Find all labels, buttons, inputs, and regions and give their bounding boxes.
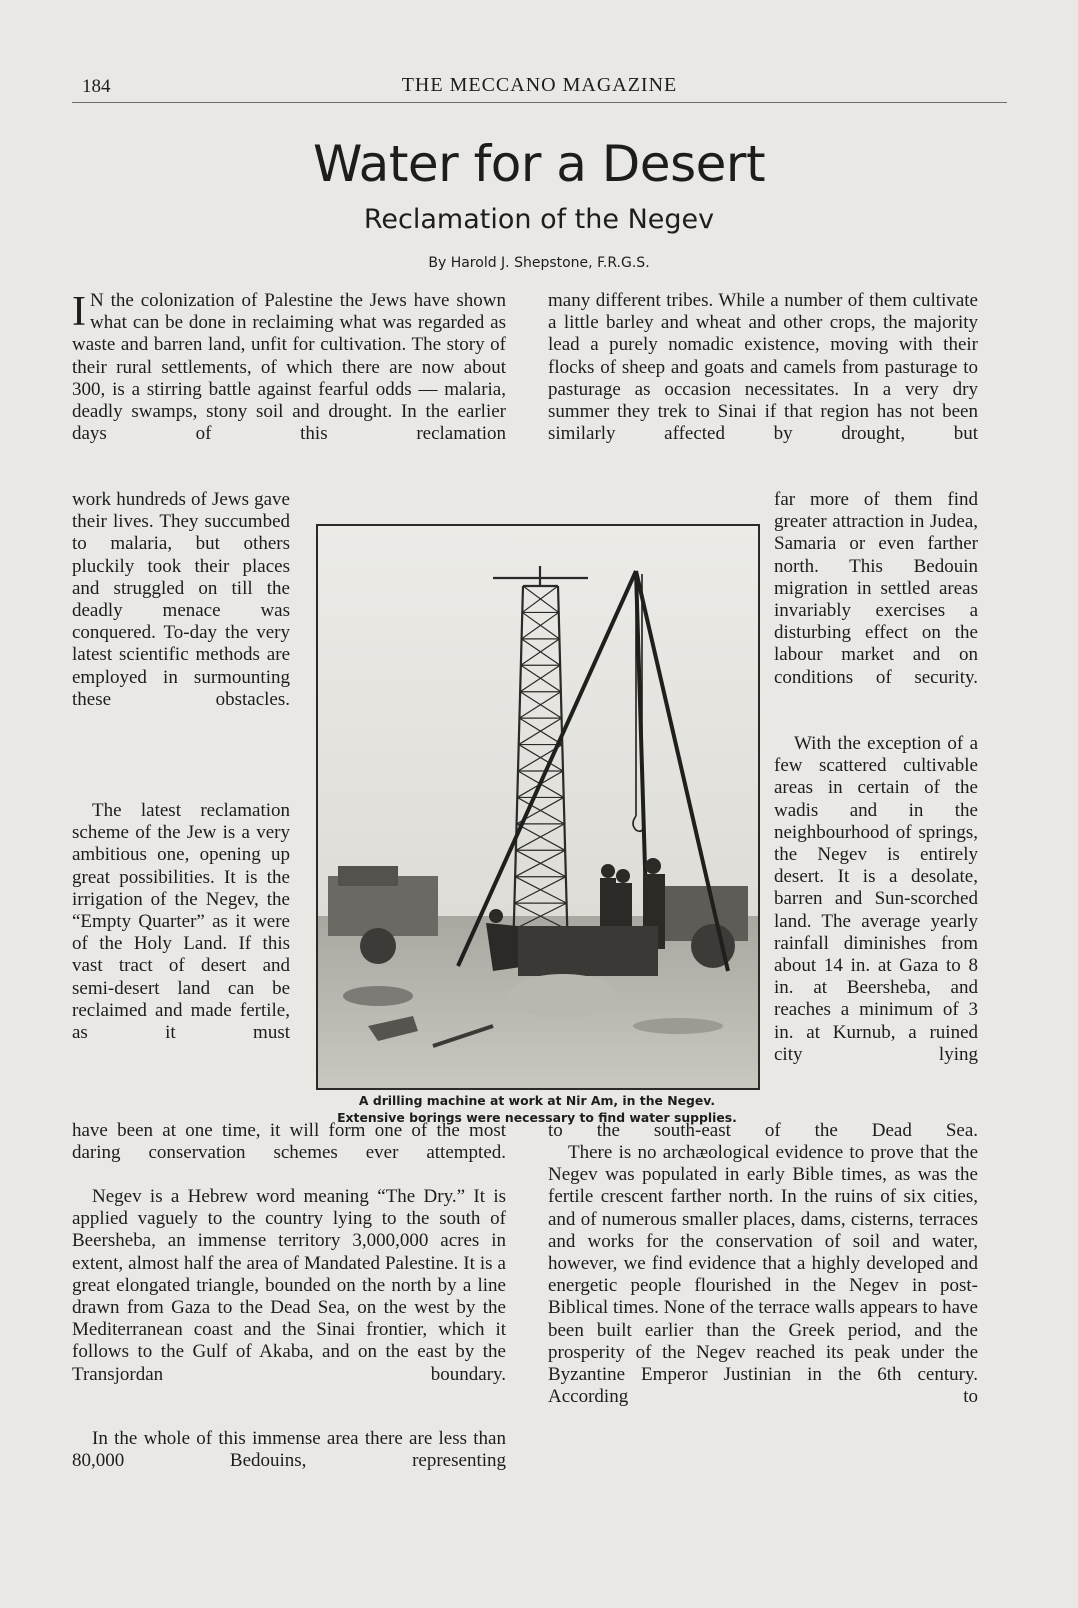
paragraph-narrow-left-1: work hundreds of Jews gave their lives. They succumbed to malaria, but others pluckily took their places and struggled on till the deadly menace was conquered. To-day the very latest scientific methods are employed in surmounting these obstacles. — [72, 489, 290, 710]
article-title: Water for a Desert — [312, 135, 766, 193]
running-head — [72, 72, 1007, 103]
article-byline: By Harold J. Shepstone, F.R.G.S. — [428, 255, 650, 271]
paragraph-intro — [72, 290, 506, 445]
paragraph-left-bottom-3: In the whole of this immense area there are less than 80,000 Bedouins, representing — [72, 1428, 506, 1472]
photo-caption-line-2: Extensive borings were necessary to find water supplies. — [337, 1110, 737, 1125]
paragraph-narrow-left-2: The latest reclamation scheme of the Jew is a very ambitious one, opening up great possibilities. It is the irrigation of the Negev, the “Empty Quarter” as it were of the Holy Land. If this vast tract of desert and semi-desert land can be reclaimed and made fertile, as it must — [72, 800, 290, 1044]
paragraph-narrow-right-2: With the exception of a few scattered cultivable areas in certain of the wadis and in the neighbourhood of springs, the Negev is entirely desert. It is a desolate, barren and Sun-scorched land. The average yearly rainfall diminishes from about 14 in. at Gaza to 8 in. at Beersheba, and reaches a minimum of 3 in. at Kurnub, a ruined city lying — [774, 733, 978, 1065]
drilling-rig-illustration — [318, 526, 758, 1088]
magazine-title: THE MECCANO MAGAZINE — [401, 74, 678, 96]
paragraph-intro-text: N the colonization of Palestine the Jews have shown what can be done in reclaiming what was regarded as waste and barren land, unfit for cultivation. The story of their rural settlements, of which there are now about 300, is a stirring battle against fearful odds — malaria, deadly swamps, stony soil and drought. In the earlier days of this reclamation — [72, 290, 506, 445]
drop-cap: I — [72, 289, 86, 335]
paragraph-left-bottom-2: Negev is a Hebrew word meaning “The Dry.” It is applied vaguely to the country lying to the south of Beersheba, an immense territory 3,000,000 acres in extent, almost half the area of Mandated Palestine. It is a great elongated triangle, bounded on the north by a line drawn from Gaza to the Dead Sea, on the west by the Mediterranean coast and the Sinai frontier, which it follows to the Gulf of Akaba, and on the east by the Transjordan boundary. — [72, 1186, 506, 1385]
paragraph-right-bottom-1: to the south-east of the Dead Sea. — [548, 1120, 978, 1141]
paragraph-narrow-right-1: far more of them find greater attraction in Judea, Samaria or even farther north. This Bedouin migration in settled areas invariably exercises a disturbing effect on the labour market and on conditions of security. — [774, 489, 978, 688]
paragraph-right-top: many different tribes. While a number of them cultivate a little barley and wheat and other crops, the majority lead a purely nomadic existence, moving with their flocks of sheep and goats and camels from pasturage to pasturage as occasion necessitates. In a very dry summer they trek to Sinai if that region has not been similarly affected by drought, but — [548, 290, 978, 445]
page-number: 184 — [82, 76, 111, 97]
paragraph-right-bottom-2: There is no archæological evidence to prove that the Negev was populated in early Bible times, as was the fertile crescent farther north. In the ruins of six cities, and of numerous smaller places, dams, cisterns, terraces and works for the conservation of soil and water, however, we find evidence that a highly developed and energetic people flourished in the Negev in post-Biblical times. None of the terrace walls appears to have been built earlier than the Greek period, and the prosperity of the Negev reached its peak under the Byzantine Emperor Justinian in the 6th century. According to — [548, 1142, 978, 1408]
photo-caption — [312, 1092, 762, 1126]
article-subtitle: Reclamation of the Negev — [363, 204, 715, 235]
drilling-machine-photo — [316, 524, 760, 1090]
photo-caption-line-1: A drilling machine at work at Nir Am, in the Negev. — [358, 1093, 716, 1108]
paragraph-left-bottom-1: have been at one time, it will form one of the most daring conservation schemes ever attempted. — [72, 1120, 506, 1164]
